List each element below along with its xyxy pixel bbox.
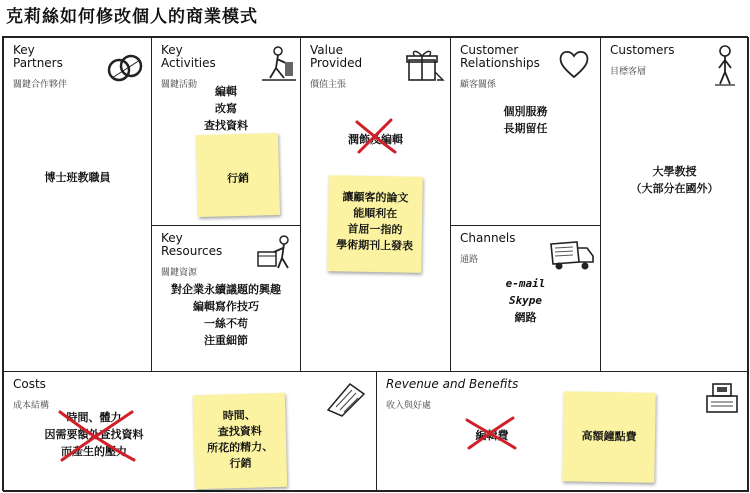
customer-relationships-title-line2: Relationships <box>460 56 540 70</box>
channels-block <box>450 225 601 372</box>
sticky-note <box>193 393 287 489</box>
costs-heading: Costs <box>13 377 46 391</box>
value-provided-subtitle: 價值主張 <box>310 80 347 90</box>
person-icon <box>711 44 739 86</box>
resources-item: 一絲不苟 <box>204 317 248 330</box>
value-note-line: 讓顧客的論文 <box>342 190 409 205</box>
cross-out-mark <box>463 414 519 452</box>
value-crossed-item: 潤飾及編輯 <box>348 133 403 146</box>
key-partners-block <box>3 37 152 372</box>
costs-note-line: 查找資料 <box>217 424 262 439</box>
key-resources-subtitle: 關鍵資源 <box>161 268 198 278</box>
key-resources-block <box>151 225 301 372</box>
customers-item: 大學教授 <box>652 165 697 178</box>
cross-out-mark <box>351 116 401 156</box>
customers-subtitle: 目標客層 <box>610 67 647 77</box>
key-resources-title-line1: Key <box>161 231 183 245</box>
gift-icon <box>403 46 445 84</box>
revenue-block <box>376 371 749 492</box>
sticky-note <box>562 391 656 483</box>
business-model-canvas <box>2 36 748 491</box>
resources-item: 編輯寫作技巧 <box>193 300 259 313</box>
value-provided-heading <box>310 44 362 70</box>
key-partners-title-line1: Key <box>13 43 35 57</box>
customer-relationships-title-line1: Customer <box>460 43 519 57</box>
value-note-line: 學術期刊上發表 <box>336 238 414 253</box>
customer-relationships-heading <box>460 44 540 70</box>
costs-crossed-line: 而產生的壓力 <box>61 445 127 458</box>
customers-heading: Customers <box>610 43 675 57</box>
costs-subtitle: 成本結構 <box>13 401 50 411</box>
sticky-note <box>327 175 423 273</box>
relationships-item: 個別服務 <box>503 105 548 118</box>
costs-crossed-line: 因需要額外查找資料 <box>44 428 144 441</box>
value-note-line: 能順利在 <box>353 206 398 221</box>
person-with-box-icon <box>254 234 296 272</box>
revenue-crossed-item: 編輯費 <box>475 429 509 442</box>
key-activities-heading <box>161 44 216 70</box>
value-provided-title-line2: Provided <box>310 56 363 70</box>
revenue-heading: Revenue and Benefits <box>386 377 519 391</box>
key-resources-title-line2: Resources <box>161 244 223 258</box>
invoice-icon <box>322 380 368 418</box>
revenue-note-text: 高額鐘點費 <box>581 429 637 444</box>
truck-icon <box>547 238 597 272</box>
value-note-line: 首屈一指的 <box>347 222 403 237</box>
key-resources-heading <box>161 232 222 258</box>
resources-item: 注重細節 <box>204 334 248 347</box>
value-provided-title-line1: Value <box>310 43 343 57</box>
channels-heading: Channels <box>460 231 516 245</box>
resources-item: 對企業永續議題的興趣 <box>171 283 281 296</box>
costs-note-line: 時間、 <box>222 408 256 423</box>
key-activities-subtitle: 關鍵活動 <box>161 80 198 90</box>
costs-note-line: 所花的精力、 <box>207 440 274 455</box>
partners-item: 博士班教職員 <box>44 171 111 184</box>
activities-item: 編輯 <box>215 85 237 98</box>
heart-icon <box>557 48 591 80</box>
worker-icon <box>258 44 298 82</box>
rings-icon <box>104 50 146 84</box>
costs-note-line: 行銷 <box>229 456 252 471</box>
cash-register-icon <box>703 380 743 416</box>
channels-item: e-mail <box>505 277 546 290</box>
key-partners-subtitle: 關鍵合作夥伴 <box>13 80 68 90</box>
page-title: 克莉絲如何修改個人的商業模式 <box>6 7 258 27</box>
customers-block <box>600 37 749 372</box>
key-activities-title-line1: Key <box>161 43 183 57</box>
sticky-note <box>196 133 280 217</box>
activities-item: 查找資料 <box>204 119 248 132</box>
cross-out-mark <box>54 408 140 464</box>
customer-relationships-subtitle: 顧客關係 <box>460 80 497 90</box>
customer-relationships-block <box>450 37 601 226</box>
revenue-subtitle: 收入與好處 <box>386 401 432 411</box>
channels-item: Skype <box>508 294 543 307</box>
activities-item: 改寫 <box>215 102 237 115</box>
key-partners-title-line2: Partners <box>13 56 63 70</box>
key-partners-heading <box>13 44 63 70</box>
channels-item: 網路 <box>514 311 537 324</box>
relationships-item: 長期留任 <box>503 122 548 135</box>
costs-crossed-line: 時間、體力 <box>66 411 122 424</box>
costs-block <box>3 371 377 492</box>
key-activities-block <box>151 37 301 226</box>
customers-item: （大部分在國外） <box>630 182 719 195</box>
key-activities-title-line2: Activities <box>161 56 216 70</box>
activities-note-text: 行銷 <box>226 171 250 186</box>
value-provided-block <box>300 37 451 372</box>
channels-subtitle: 通路 <box>460 255 479 265</box>
